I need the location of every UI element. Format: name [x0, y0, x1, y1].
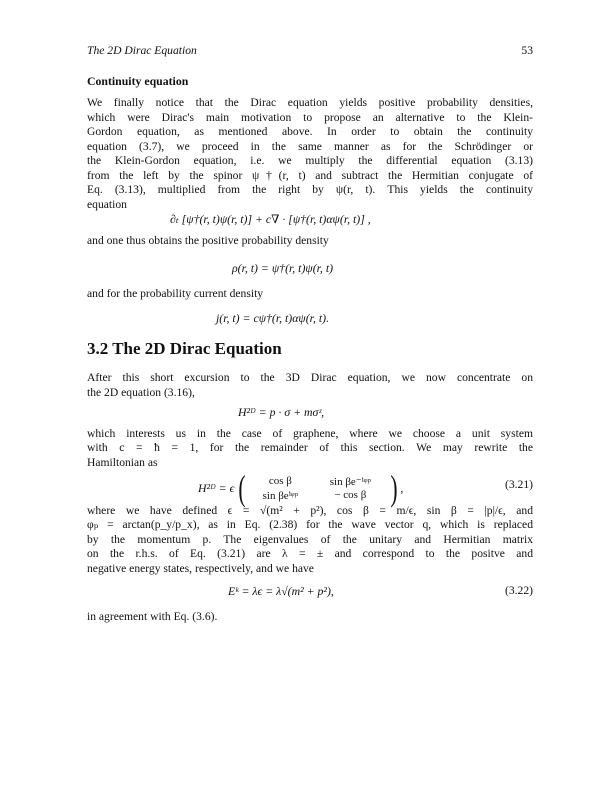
text-line: which were Dirac's main motivation to propose an alternative to the Klein-: [87, 110, 533, 124]
matrix-cell: − cos β: [334, 488, 367, 501]
equation-number: (3.22): [504, 584, 533, 597]
section-heading: 3.2 The 2D Dirac Equation: [87, 339, 282, 358]
text-line: Hamiltonian as: [87, 455, 158, 469]
page-number: 53: [521, 44, 533, 57]
text-line: negative energy states, respectively, and we have: [87, 561, 314, 575]
text-line: Gordon equation, as mentioned above. In order to obtain the continuity: [87, 125, 533, 138]
text-line: from the left by the spinor ψ†(r, t) and subtract the Hermitian conjugate of: [87, 168, 533, 182]
text-line: We finally notice that the Dirac equation yields positive probability densities,: [87, 96, 533, 109]
text-line: equation (3.7), we proceed in the same manner as for the Schrödinger or: [87, 139, 533, 153]
right-paren: ): [390, 468, 398, 508]
text-line: φₚ = arctan(p_y/p_x), as in Eq. (2.38) for the wave vector q, which is replaced: [87, 518, 533, 532]
continuity-equation: ∂ₜ [ψ†(r, t)ψ(r, t)] + c∇ · [ψ†(r, t)αψ(r, t)] ,: [170, 212, 371, 226]
hamiltonian-matrix-equation: [198, 470, 403, 506]
equation-number: (3.21): [504, 478, 533, 491]
left-paren: (: [238, 468, 246, 508]
matrix-cell: cos β: [268, 474, 292, 487]
text-line: where we have defined ϵ = √(m² + p²), cos β = m/ϵ, sin β = |p|/ϵ, and: [87, 504, 533, 517]
matrix-lhs: H²ᴰ = ϵ: [198, 480, 235, 495]
subsection-heading: Continuity equation: [87, 74, 189, 88]
text-line: with c = ħ = 1, for the remainder of this section. We may rewrite the: [87, 441, 533, 455]
text-line: and one thus obtains the positive probability density: [87, 234, 329, 247]
matrix-cell: sin βe⁻ⁱᵠᵖ: [329, 475, 371, 488]
text-line: in agreement with Eq. (3.6).: [87, 610, 218, 623]
h2d-equation: H²ᴰ = p · σ + mσᶻ,: [238, 405, 325, 419]
text-line: equation: [87, 197, 127, 211]
text-line: After this short excursion to the 3D Dirac equation, we now concentrate on: [87, 371, 533, 384]
matrix-cell: sin βeⁱᵠᵖ: [262, 489, 299, 502]
energy-equation: Eᵏ = λϵ = λ√(m² + p²),: [228, 584, 334, 598]
running-title: The 2D Dirac Equation: [87, 44, 197, 57]
matrix-trail: ,: [400, 481, 404, 495]
text-line: Eq. (3.13), multiplied from the right by ψ(r, t). This yields the continuity: [87, 183, 533, 196]
text-line: by the momentum p. The eigenvalues of the unitary and Hermitian matrix: [87, 532, 533, 546]
current-equation: j(r, t) = cψ†(r, t)αψ(r, t).: [216, 311, 330, 325]
text-line: the 2D equation (3.16),: [87, 385, 195, 399]
density-equation: ρ(r, t) = ψ†(r, t)ψ(r, t): [232, 261, 334, 275]
text-line: which interests us in the case of graphene, where we choose a unit system: [87, 427, 533, 440]
text-line: the Klein-Gordon equation, i.e. we multiply the differential equation (3.13): [87, 154, 533, 167]
text-line: and for the probability current density: [87, 287, 264, 300]
text-line: on the r.h.s. of Eq. (3.21) are λ = ± and correspond to the positve and: [87, 547, 533, 561]
